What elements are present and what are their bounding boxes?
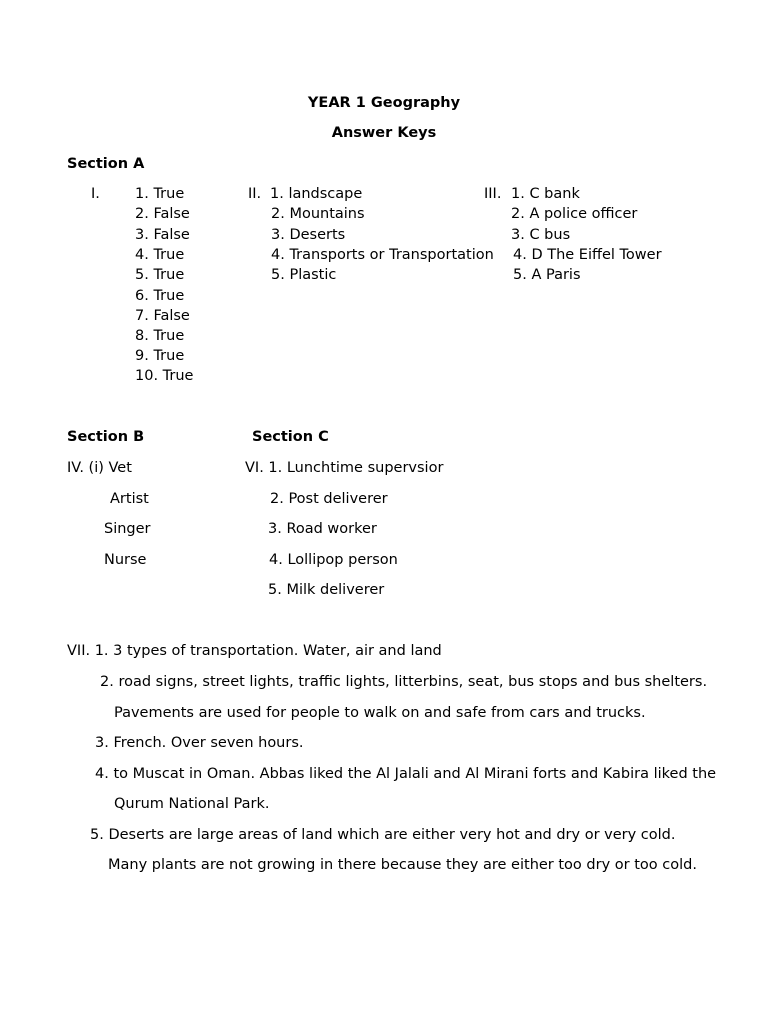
section-b-heading: Section B xyxy=(67,429,145,445)
part-7-line: 3. French. Over seven hours. xyxy=(95,735,304,751)
section-c-line: 5. Milk deliverer xyxy=(268,582,385,598)
section-c-line: 3. Road worker xyxy=(268,521,377,537)
part-3-label: III. xyxy=(484,186,502,202)
part-3-answer: 2. A police officer xyxy=(511,206,638,222)
part-1-answer: 2. False xyxy=(135,206,190,222)
part-1-answer: 1. True xyxy=(135,186,185,202)
section-b-line: Singer xyxy=(104,521,151,537)
part-2-label: II. xyxy=(248,186,262,202)
part-2-answer: 4. Transports or Transportation xyxy=(271,247,494,263)
part-3-answer: 5. A Paris xyxy=(513,267,581,283)
part-7-line: VII. 1. 3 types of transportation. Water, air and land xyxy=(67,643,442,659)
part-7-line: Qurum National Park. xyxy=(114,796,270,812)
part-2-answer: 5. Plastic xyxy=(271,267,337,283)
part-1-answer: 9. True xyxy=(135,348,185,364)
part-7-line: Many plants are not growing in there because they are either too dry or too cold. xyxy=(108,857,697,873)
part-7-line: 5. Deserts are large areas of land which are either very hot and dry or very cold. xyxy=(90,827,676,843)
part-1-answer: 4. True xyxy=(135,247,185,263)
section-b-line: IV. (i) Vet xyxy=(67,460,132,476)
section-b-line: Artist xyxy=(110,491,149,507)
part-2-answer: 3. Deserts xyxy=(271,227,346,243)
part-3-answer: 3. C bus xyxy=(511,227,571,243)
part-2-answer: 2. Mountains xyxy=(271,206,365,222)
part-1-answer: 6. True xyxy=(135,288,185,304)
part-2-answer: 1. landscape xyxy=(270,186,363,202)
part-7-line: 2. road signs, street lights, traffic lights, litterbins, seat, bus stops and bus shelters. xyxy=(100,674,708,690)
section-c-line: 4. Lollipop person xyxy=(269,552,398,568)
part-7-line: Pavements are used for people to walk on and safe from cars and trucks. xyxy=(114,705,646,721)
section-c-line: 2. Post deliverer xyxy=(270,491,388,507)
document-subtitle: Answer Keys xyxy=(331,125,437,141)
part-1-answer: 5. True xyxy=(135,267,185,283)
part-1-answer: 3. False xyxy=(135,227,190,243)
part-1-answer: 8. True xyxy=(135,328,185,344)
section-c-line: VI. 1. Lunchtime supervsior xyxy=(245,460,444,476)
document-title: YEAR 1 Geography xyxy=(307,95,461,111)
part-1-answer: 10. True xyxy=(135,368,194,384)
part-1-answer: 7. False xyxy=(135,308,190,324)
part-3-answer: 1. C bank xyxy=(511,186,580,202)
part-1-label: I. xyxy=(91,186,100,202)
part-3-answer: 4. D The Eiffel Tower xyxy=(513,247,662,263)
section-a-heading: Section A xyxy=(67,156,145,172)
part-7-line: 4. to Muscat in Oman. Abbas liked the Al Jalali and Al Mirani forts and Kabira liked the xyxy=(95,766,717,782)
section-c-heading: Section C xyxy=(252,429,329,445)
section-b-line: Nurse xyxy=(104,552,147,568)
